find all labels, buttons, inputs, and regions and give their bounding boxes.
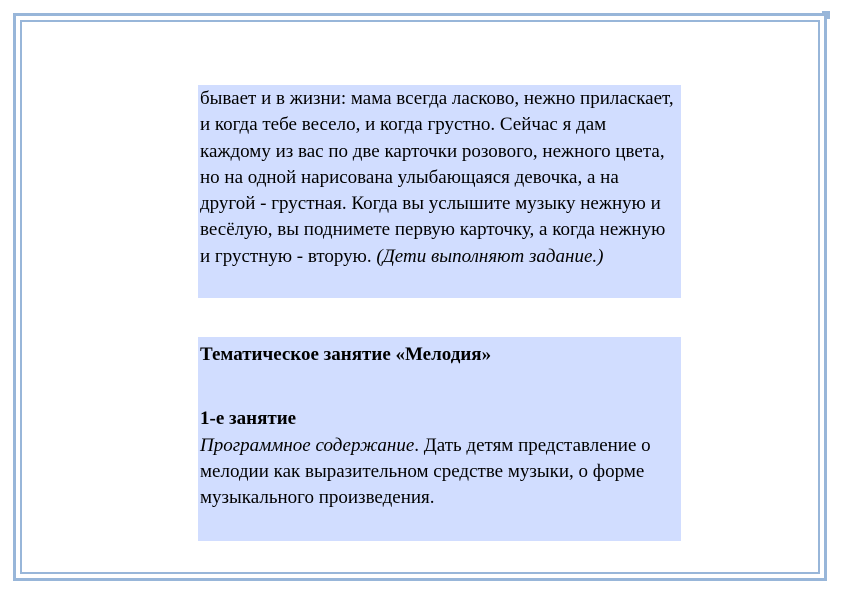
text-block-story [198, 85, 681, 298]
lesson-title: Тематическое занятие «Мелодия» [200, 344, 492, 365]
lesson-subtitle: 1-е занятие [200, 408, 297, 430]
story-italic-note: (Дети выполняют задание.) [376, 245, 604, 267]
program-text: . Дать детям представление о мелодии как выразительном средстве музыки, о форме музыкального произведения. [200, 434, 651, 509]
story-text: бывает и в жизни: мама всегда ласково, нежно приласкает, и когда тебе весело, и когда грустно. Сейчас я дам каждому из вас по две карточки розового, нежного цвета, но на одной нарисована улыбающаяся девочка, а на другой - грустная. Когда вы услышите музыку нежную и весёлую, вы поднимете первую карточку, а когда нежную и грустную - вторую. [200, 88, 674, 267]
spacer [200, 368, 678, 406]
program-label: Программное содержание [200, 434, 415, 456]
corner-mark [822, 11, 830, 19]
text-block-lesson [198, 337, 681, 541]
